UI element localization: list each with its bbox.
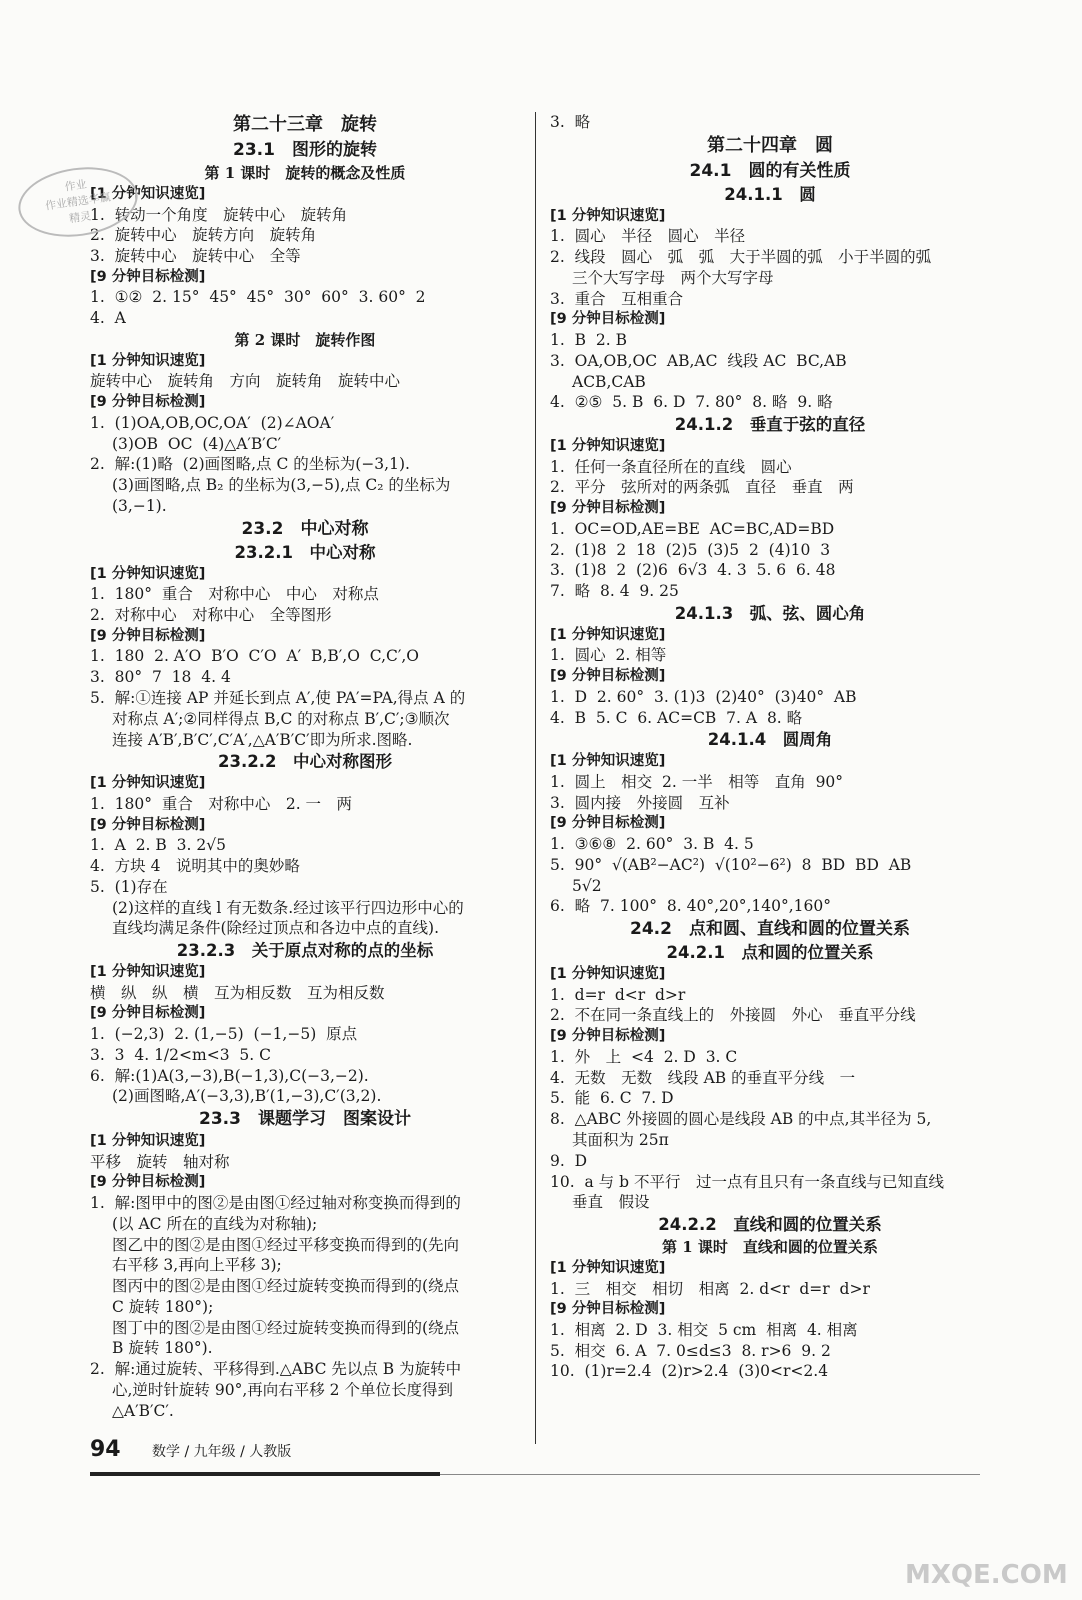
- answer-line: 1. 解:图甲中的图②是由图①经过轴对称变换而得到的: [90, 1193, 461, 1212]
- section-label: [1 分钟知识速览]: [90, 964, 206, 981]
- answer-line: 4. B 5. C 6. AC=CB 7. A 8. 略: [550, 708, 803, 727]
- section-label: [1 分钟知识速览]: [90, 352, 206, 369]
- answer-line-continued: 5√2: [572, 876, 602, 895]
- answer-line-continued: (2)这样的直线 l 有无数条.经过该平行四边形中心的: [112, 898, 464, 917]
- section-title: 24.2 点和圆、直线和圆的位置关系: [630, 919, 910, 940]
- answer-line: 9. D: [550, 1151, 588, 1170]
- answer-line: 1. B 2. B: [550, 330, 627, 349]
- section-title: 23.2 中心对称: [241, 518, 369, 539]
- answer-line: 2. 解:(1)略 (2)画图略,点 C 的坐标为(−3,1).: [90, 455, 410, 474]
- section-label: [9 分钟目标检测]: [550, 500, 666, 517]
- answer-line: 6. 解:(1)A(3,−3),B(−1,3),C(−3,−2).: [90, 1066, 369, 1085]
- stamp-line1: 作业: [63, 177, 88, 194]
- section-title: 24.1 圆的有关性质: [689, 160, 851, 181]
- subsection-title: 24.2.1 点和圆的位置关系: [666, 943, 874, 963]
- answer-line: 5. (1)存在: [90, 877, 168, 896]
- answer-line-continued: △A′B′C′.: [112, 1401, 174, 1420]
- answer-line: 1. 180° 重合 对称中心 2. 一 两: [90, 794, 353, 813]
- answer-line: 旋转中心 旋转角 方向 旋转角 旋转中心: [90, 372, 401, 391]
- section-label: [9 分钟目标检测]: [550, 311, 666, 328]
- answer-line: 4. 无数 无数 线段 AB 的垂直平分线 一: [550, 1068, 856, 1087]
- answer-line-continued: ACB,CAB: [572, 372, 646, 391]
- section-label: [1 分钟知识速览]: [550, 966, 666, 983]
- section-label: [1 分钟知识速览]: [90, 775, 206, 792]
- chapter-title: 第二十四章 圆: [707, 134, 833, 156]
- answer-line: 3. (1)8 2 (2)6 6√3 4. 3 5. 6 6. 48: [550, 561, 836, 580]
- answer-line: 1. 转动一个角度 旋转中心 旋转角: [90, 205, 348, 224]
- answer-line-continued: (以 AC 所在的直线为对称轴);: [112, 1214, 318, 1233]
- answer-line: 4. A: [90, 309, 126, 328]
- section-label: [9 分钟目标检测]: [90, 1005, 206, 1022]
- section-label: [9 分钟目标检测]: [550, 1028, 666, 1045]
- right-column: [550, 112, 990, 1382]
- answer-line: 10. a 与 b 不平行 过一点有且只有一条直线与已知直线: [550, 1172, 944, 1191]
- answer-line: 1. (−2,3) 2. (1,−5) (−1,−5) 原点: [90, 1024, 358, 1043]
- section-label: [1 分钟知识速览]: [90, 1133, 206, 1150]
- left-column: [90, 112, 520, 1422]
- lesson-title: 第 2 课时 旋转作图: [234, 330, 376, 349]
- lesson-title: 第 1 课时 直线和圆的位置关系: [662, 1238, 878, 1257]
- answer-line: 2. 线段 圆心 弧 弧 大于半圆的弧 小于半圆的弧: [550, 248, 932, 267]
- answer-line: 1. 相离 2. D 3. 相交 5 cm 相离 4. 相离: [550, 1320, 858, 1339]
- answer-line-continued: 心,逆时针旋转 90°,再向右平移 2 个单位长度得到: [112, 1381, 453, 1400]
- answer-line: 2. 平分 弦所对的两条弧 直径 垂直 两: [550, 478, 854, 497]
- section-label: [1 分钟知识速览]: [550, 438, 666, 455]
- section-label: [1 分钟知识速览]: [550, 626, 666, 643]
- answer-line: 3. 略: [550, 113, 591, 131]
- answer-line: 3. 3 4. 1/2<m<3 5. C: [90, 1045, 271, 1064]
- answer-line-continued: C 旋转 180°);: [112, 1297, 214, 1316]
- answer-line: 2. 对称中心 对称中心 全等图形: [90, 606, 332, 625]
- column-divider: [535, 112, 536, 1444]
- section-label: [1 分钟知识速览]: [90, 565, 206, 582]
- section-label: [9 分钟目标检测]: [550, 668, 666, 685]
- answer-line-continued: 连接 A′B′,B′C′,C′A′,△A′B′C′即为所求.图略.: [112, 730, 413, 749]
- answer-line: 3. 旋转中心 旋转中心 全等: [90, 247, 301, 266]
- section-title: 23.3 课题学习 图案设计: [199, 1109, 411, 1130]
- answer-line: 1. 外 上 <4 2. D 3. C: [550, 1047, 738, 1066]
- answer-line-continued: (2)画图略,A′(−3,3),B′(1,−3),C′(3,2).: [112, 1087, 382, 1106]
- answer-line: 1. 圆心 2. 相等: [550, 646, 667, 665]
- answer-line: 5. 相交 6. A 7. 0≤d≤3 8. r>6 9. 2: [550, 1341, 831, 1360]
- section-label: [9 分钟目标检测]: [90, 394, 206, 411]
- answer-line: 1. ③⑥⑧ 2. 60° 3. B 4. 5: [550, 834, 754, 853]
- answer-line: 3. 80° 7 18 4. 4: [90, 668, 231, 687]
- answer-line: 3. OA,OB,OC AB,AC 线段 AC BC,AB: [550, 351, 847, 370]
- answer-line: 横 纵 纵 横 互为相反数 互为相反数: [90, 983, 385, 1002]
- answer-line-continued: B 旋转 180°).: [112, 1339, 213, 1358]
- answer-line: 1. D 2. 60° 3. (1)3 (2)40° (3)40° AB: [550, 687, 857, 706]
- section-label: [9 分钟目标检测]: [550, 815, 666, 832]
- answer-line: 6. 略 7. 100° 8. 40°,20°,140°,160°: [550, 897, 832, 916]
- answer-line: 1. (1)OA,OB,OC,OA′ (2)∠AOA′: [90, 413, 335, 432]
- chapter-title: 第二十三章 旋转: [233, 114, 377, 135]
- watermark: MXQE.COM: [905, 1560, 1068, 1590]
- answer-line: 7. 略 8. 4 9. 25: [550, 582, 679, 601]
- answer-line: 5. 能 6. C 7. D: [550, 1089, 674, 1108]
- answer-line: 5. 解:①连接 AP 并延长到点 A′,使 PA′=PA,得点 A 的: [90, 688, 466, 707]
- answer-line: 2. 不在同一条直线上的 外接圆 外心 垂直平分线: [550, 1006, 916, 1025]
- answer-line: 4. ②⑤ 5. B 6. D 7. 80° 8. 略 9. 略: [550, 393, 833, 412]
- stamp-line2: 作业精选华赢: [44, 190, 112, 213]
- subsection-title: 24.1.3 弧、弦、圆心角: [674, 603, 866, 623]
- footer-bar: [90, 1472, 440, 1476]
- subsection-title: 24.2.2 直线和圆的位置关系: [658, 1215, 882, 1235]
- answer-line: 3. 重合 互相重合: [550, 289, 684, 308]
- lesson-title: 第 1 课时 旋转的概念及性质: [204, 164, 406, 182]
- answer-line-continued: (3)画图略,点 B₂ 的坐标为(3,−5),点 C₂ 的坐标为: [112, 476, 451, 495]
- answer-line: 1. 圆上 相交 2. 一半 相等 直角 90°: [550, 772, 844, 791]
- subsection-title: 23.2.3 关于原点对称的点的坐标: [176, 941, 434, 961]
- subsection-title: 24.1.1 圆: [724, 184, 816, 204]
- section-label: [1 分钟知识速览]: [550, 207, 666, 224]
- answer-line: 1. 180° 重合 对称中心 中心 对称点: [90, 585, 379, 604]
- answer-line-continued: 垂直 假设: [572, 1193, 650, 1212]
- subsection-title: 24.1.4 圆周角: [707, 730, 833, 750]
- section-title: 23.1 图形的旋转: [233, 140, 377, 160]
- answer-line-continued: 三个大写字母 两个大写字母: [572, 268, 774, 287]
- section-label: [9 分钟目标检测]: [550, 1301, 666, 1318]
- answer-line: 2. 解:通过旋转、平移得到.△ABC 先以点 B 为旋转中: [90, 1360, 462, 1379]
- answer-line: 1. 任何一条直径所在的直线 圆心: [550, 457, 792, 476]
- subsection-title: 24.1.2 垂直于弦的直径: [674, 415, 866, 435]
- answer-line-continued: 直线均满足条件(除经过顶点和各边中点的直线).: [112, 919, 440, 938]
- answer-line: 8. △ABC 外接圆的圆心是线段 AB 的中点,其半径为 5,: [550, 1110, 932, 1129]
- answer-line: 2. 旋转中心 旋转方向 旋转角: [90, 226, 317, 245]
- answer-line-continued: 图丙中的图②是由图①经过旋转变换而得到的(绕点: [112, 1277, 460, 1296]
- answer-line-continued: 右平移 3,再向上平移 3);: [112, 1256, 282, 1275]
- answer-line: 4. 方块 4 说明其中的奥妙略: [90, 856, 300, 875]
- stamp-line3: 精灵: [68, 209, 92, 226]
- section-label: [9 分钟目标检测]: [90, 816, 206, 833]
- section-label: [9 分钟目标检测]: [90, 627, 206, 644]
- subsection-title: 23.2.1 中心对称: [234, 542, 376, 562]
- answer-line: 1. 三 相交 相切 相离 2. d<r d=r d>r: [550, 1279, 870, 1298]
- answer-line: 1. 180 2. A′O B′O C′O A′ B,B′,O C,C′,O: [90, 647, 420, 666]
- answer-line: 1. ①② 2. 15° 45° 45° 30° 60° 3. 60° 2: [90, 288, 426, 307]
- answer-line: 10. (1)r=2.4 (2)r>2.4 (3)0<r<2.4: [550, 1362, 829, 1381]
- section-label: [1 分钟知识速览]: [90, 186, 206, 202]
- section-label: [1 分钟知识速览]: [550, 1260, 666, 1277]
- answer-line-continued: 图乙中的图②是由图①经过平移变换而得到的(先向: [112, 1235, 460, 1254]
- answer-line: 平移 旋转 轴对称: [90, 1152, 230, 1171]
- answer-line: 5. 90° √(AB²−AC²) √(10²−6²) 8 BD BD AB: [550, 855, 912, 874]
- answer-line-continued: (3,−1).: [112, 496, 167, 515]
- subsection-title: 23.2.2 中心对称图形: [218, 752, 392, 772]
- answer-line: 1. 圆心 半径 圆心 半径: [550, 227, 746, 246]
- answer-line: 1. d=r d<r d>r: [550, 985, 686, 1004]
- answer-line: 1. OC=OD,AE=BE AC=BC,AD=BD: [550, 519, 835, 538]
- page-number: 94: [90, 1437, 121, 1462]
- answer-line-continued: 对称点 A′;②同样得点 B,C 的对称点 B′,C′;③顺次: [112, 709, 450, 728]
- answer-line: 1. A 2. B 3. 2√5: [90, 836, 226, 855]
- footer-text: 数学 / 九年级 / 人教版: [152, 1444, 292, 1460]
- answer-line-continued: 图丁中的图②是由图①经过旋转变换而得到的(绕点: [112, 1318, 460, 1337]
- answer-line: 2. (1)8 2 18 (2)5 (3)5 2 (4)10 3: [550, 540, 831, 559]
- answer-line-continued: 其面积为 25π: [572, 1130, 669, 1149]
- section-label: [9 分钟目标检测]: [90, 268, 206, 285]
- answer-line-continued: (3)OB OC (4)△A′B′C′: [112, 434, 282, 453]
- section-label: [9 分钟目标检测]: [90, 1174, 206, 1191]
- section-label: [1 分钟知识速览]: [550, 753, 666, 770]
- answer-line: 3. 圆内接 外接圆 互补: [550, 793, 730, 812]
